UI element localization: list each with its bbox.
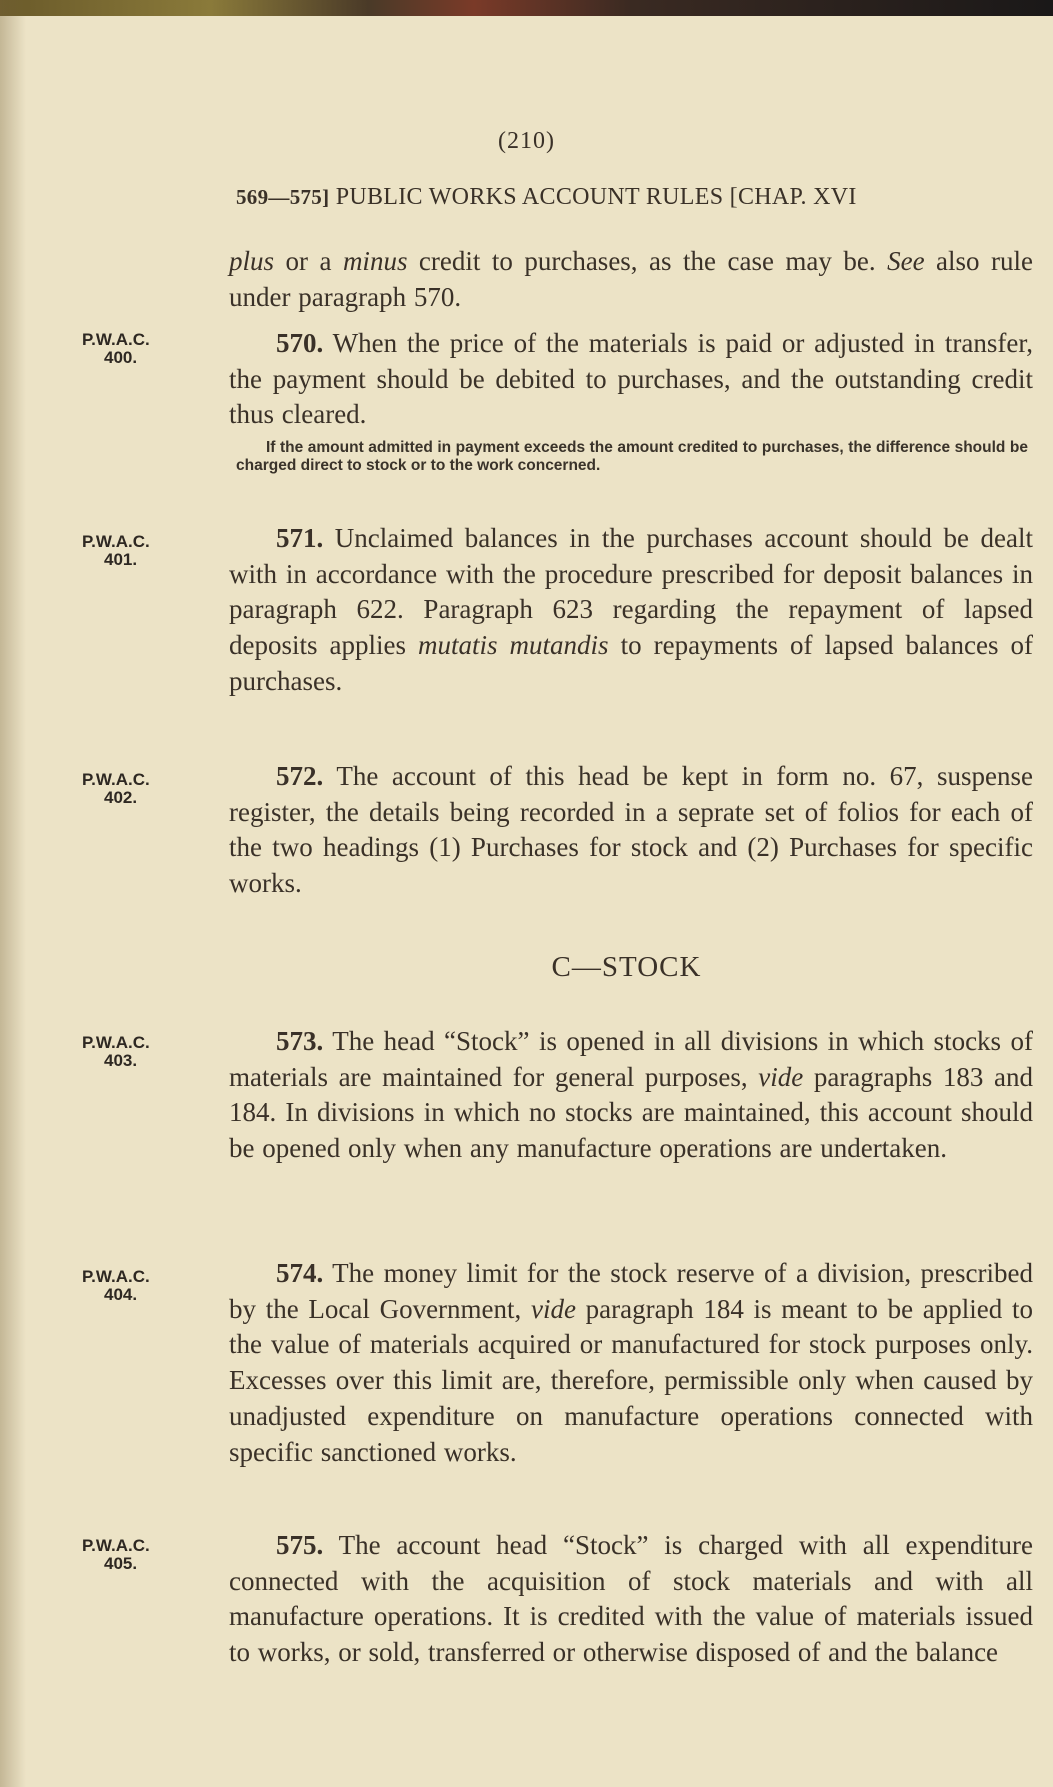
running-head-title: PUBLIC WORKS ACCOUNT RULES: [335, 184, 724, 210]
running-head-range: 569—575]: [236, 185, 330, 209]
margin-reference-573: P.W.A.C. 403.: [82, 1033, 150, 1070]
paragraph-571: 571. Unclaimed balances in the purchases account should be dealt with in accordance with the procedure prescribed for deposit balances in paragraph 622. Paragraph 623 regarding the repayment of lapsed deposits applies mutatis mutandis to repayments of lapsed balances of purchases.: [229, 523, 1034, 696]
section-heading: C—STOCK: [551, 951, 702, 983]
continuation-text: plus or a minus credit to purchases, as the case may be. See also rule under paragraph 570.: [229, 246, 1033, 312]
paragraph-570: 570. When the price of the materials is paid or adjusted in transfer, the payment should be debited to purchases, and the outstanding credit thus cleared.: [229, 328, 1033, 430]
paragraph-574: 574. The money limit for the stock reserve of a division, prescribed by the Local Government, vide paragraph 184 is meant to be applied to the value of materials acquired or manufactured for stock purposes only. Excesses over this limit are, therefore, permissible only when caused by unadjusted expenditure on manufacture operations connected with specific sanctioned works.: [229, 1258, 1033, 1467]
running-head: [236, 184, 1026, 211]
page-binding-shadow: [0, 0, 26, 1787]
margin-reference-575: P.W.A.C. 405.: [82, 1536, 150, 1573]
paragraph-575: 575. The account head “Stock” is charged with all expenditure connected with the acquisition of stock materials and with all manufacture operations. It is credited with the value of materials issued to works, or sold, transferred or otherwise disposed of and the balance: [229, 1530, 1033, 1668]
page-top-edge: [0, 0, 1053, 16]
paragraph-572: 572. The account of this head be kept in form no. 67, suspense register, the details being recorded in a seprate set of folios for each of the two headings (1) Purchases for stock and (2) Purchases for specific works.: [229, 761, 1033, 899]
paragraph-573: 573. The head “Stock” is opened in all divisions in which stocks of materials are maintained for general purposes, vide paragraphs 183 and 184. In divisions in which no stocks are maintained, this account should be opened only when any manufacture operations are undertaken.: [229, 1026, 1033, 1164]
margin-reference-574: P.W.A.C. 404.: [82, 1267, 150, 1304]
running-head-chapter: [CHAP. XVI: [729, 184, 857, 210]
page-number: (210): [498, 128, 555, 154]
note-570: If the amount admitted in payment exceeds the amount credited to purchases, the difference should be charged direct to stock or to the work concerned.: [236, 439, 1028, 474]
margin-reference-572: P.W.A.C. 402.: [82, 770, 150, 807]
margin-reference-570: P.W.A.C. 400.: [82, 330, 150, 367]
margin-reference-571: P.W.A.C. 401.: [82, 532, 150, 569]
